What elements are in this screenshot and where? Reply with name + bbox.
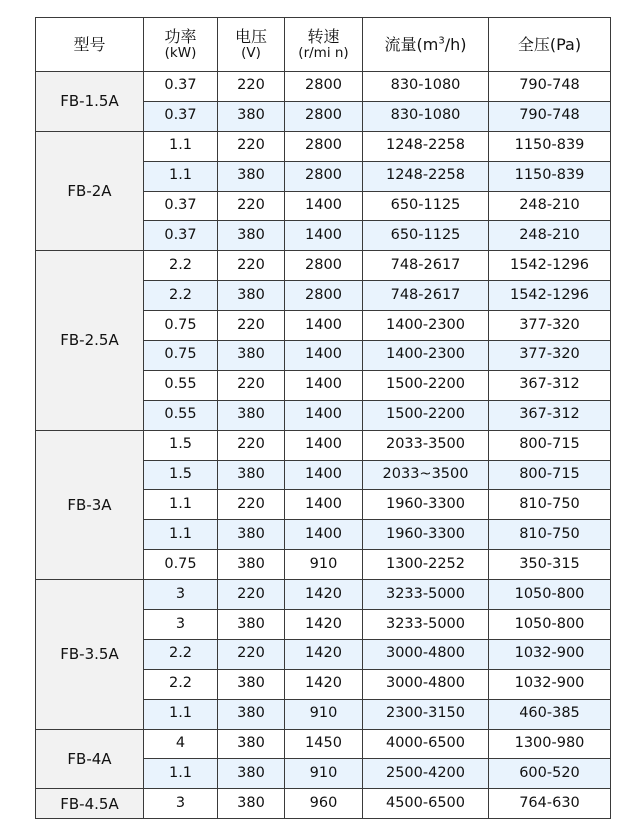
header-power-label: 功率 (164, 27, 197, 47)
flow-cell: 2033-3500 (363, 430, 489, 460)
power-cell: 2.2 (144, 669, 218, 699)
speed-cell: 1400 (285, 311, 363, 341)
speed-cell: 1400 (285, 221, 363, 251)
power-cell: 1.5 (144, 430, 218, 460)
table-header (36, 18, 611, 72)
speed-cell: 1400 (285, 341, 363, 371)
pressure-cell: 248-210 (489, 221, 611, 251)
flow-cell: 1960-3300 (363, 520, 489, 550)
flow-cell: 830-1080 (363, 101, 489, 131)
speed-cell: 1450 (285, 729, 363, 759)
voltage-cell: 220 (218, 191, 285, 221)
flow-cell: 650-1125 (363, 221, 489, 251)
power-cell: 0.37 (144, 101, 218, 131)
speed-cell: 1420 (285, 639, 363, 669)
power-cell: 0.37 (144, 221, 218, 251)
pressure-cell: 248-210 (489, 191, 611, 221)
speed-cell: 2800 (285, 101, 363, 131)
voltage-cell: 380 (218, 669, 285, 699)
fan-spec-table (35, 17, 611, 819)
table-body (36, 72, 611, 819)
flow-cell: 4000-6500 (363, 729, 489, 759)
header-model: 型号 (36, 18, 144, 72)
header-voltage-label: 电压 (234, 27, 267, 47)
power-cell: 4 (144, 729, 218, 759)
voltage-cell: 220 (218, 580, 285, 610)
voltage-cell: 380 (218, 759, 285, 789)
flow-cell: 830-1080 (363, 72, 489, 102)
header-flow (363, 18, 489, 72)
flow-cell: 1500-2200 (363, 400, 489, 430)
power-cell: 3 (144, 789, 218, 819)
pressure-cell: 1542-1296 (489, 251, 611, 281)
model-cell: FB-3A (36, 430, 144, 579)
pressure-cell: 1300-980 (489, 729, 611, 759)
pressure-cell: 800-715 (489, 460, 611, 490)
speed-cell: 1420 (285, 580, 363, 610)
power-cell: 1.1 (144, 759, 218, 789)
power-cell: 3 (144, 610, 218, 640)
flow-cell: 1248-2258 (363, 131, 489, 161)
pressure-cell: 810-750 (489, 520, 611, 550)
header-flow-prefix: 流量(m (384, 34, 439, 54)
pressure-cell: 1542-1296 (489, 281, 611, 311)
pressure-cell: 810-750 (489, 490, 611, 520)
flow-cell: 1248-2258 (363, 161, 489, 191)
pressure-cell: 350-315 (489, 550, 611, 580)
speed-cell: 1400 (285, 520, 363, 550)
power-cell: 1.1 (144, 699, 218, 729)
power-cell: 2.2 (144, 251, 218, 281)
header-pressure: 全压(Pa) (489, 18, 611, 72)
voltage-cell: 220 (218, 370, 285, 400)
voltage-cell: 380 (218, 341, 285, 371)
voltage-cell: 220 (218, 639, 285, 669)
header-voltage (218, 18, 285, 72)
table-row (36, 580, 611, 610)
speed-cell: 1400 (285, 191, 363, 221)
power-cell: 2.2 (144, 639, 218, 669)
pressure-cell: 377-320 (489, 311, 611, 341)
flow-cell: 2500-4200 (363, 759, 489, 789)
voltage-cell: 380 (218, 221, 285, 251)
speed-cell: 1400 (285, 430, 363, 460)
pressure-cell: 377-320 (489, 341, 611, 371)
flow-cell: 2300-3150 (363, 699, 489, 729)
voltage-cell: 380 (218, 729, 285, 759)
flow-cell: 1960-3300 (363, 490, 489, 520)
voltage-cell: 220 (218, 251, 285, 281)
speed-cell: 910 (285, 759, 363, 789)
voltage-cell: 380 (218, 610, 285, 640)
power-cell: 3 (144, 580, 218, 610)
flow-cell: 3000-4800 (363, 669, 489, 699)
pressure-cell: 460-385 (489, 699, 611, 729)
voltage-cell: 380 (218, 281, 285, 311)
power-cell: 1.1 (144, 161, 218, 191)
power-cell: 0.37 (144, 191, 218, 221)
header-power-unit: (kW) (164, 44, 197, 61)
model-cell: FB-3.5A (36, 580, 144, 729)
speed-cell: 1420 (285, 669, 363, 699)
power-cell: 1.1 (144, 131, 218, 161)
speed-cell: 1400 (285, 460, 363, 490)
power-cell: 2.2 (144, 281, 218, 311)
table-row (36, 789, 611, 819)
pressure-cell: 1150-839 (489, 131, 611, 161)
header-row (36, 18, 611, 72)
power-cell: 1.1 (144, 520, 218, 550)
pressure-cell: 1050-800 (489, 610, 611, 640)
voltage-cell: 380 (218, 400, 285, 430)
flow-cell: 748-2617 (363, 251, 489, 281)
flow-cell: 650-1125 (363, 191, 489, 221)
voltage-cell: 380 (218, 101, 285, 131)
voltage-cell: 220 (218, 430, 285, 460)
voltage-cell: 380 (218, 460, 285, 490)
speed-cell: 910 (285, 699, 363, 729)
power-cell: 0.75 (144, 311, 218, 341)
speed-cell: 2800 (285, 281, 363, 311)
speed-cell: 1400 (285, 490, 363, 520)
speed-cell: 2800 (285, 131, 363, 161)
model-cell: FB-2.5A (36, 251, 144, 430)
pressure-cell: 1032-900 (489, 639, 611, 669)
table-row (36, 251, 611, 281)
header-flow-suffix: /h) (444, 34, 467, 54)
pressure-cell: 800-715 (489, 430, 611, 460)
flow-cell: 1500-2200 (363, 370, 489, 400)
flow-cell: 1400-2300 (363, 311, 489, 341)
speed-cell: 1400 (285, 370, 363, 400)
voltage-cell: 220 (218, 490, 285, 520)
power-cell: 0.55 (144, 370, 218, 400)
pressure-cell: 1150-839 (489, 161, 611, 191)
flow-cell: 1400-2300 (363, 341, 489, 371)
table-row (36, 430, 611, 460)
voltage-cell: 220 (218, 131, 285, 161)
power-cell: 0.75 (144, 341, 218, 371)
pressure-cell: 367-312 (489, 400, 611, 430)
header-power (144, 18, 218, 72)
flow-cell: 3000-4800 (363, 639, 489, 669)
power-cell: 0.55 (144, 400, 218, 430)
model-cell: FB-2A (36, 131, 144, 251)
flow-cell: 4500-6500 (363, 789, 489, 819)
header-speed-unit: (r/mi n) (298, 44, 349, 61)
power-cell: 1.5 (144, 460, 218, 490)
flow-cell: 748-2617 (363, 281, 489, 311)
voltage-cell: 380 (218, 161, 285, 191)
speed-cell: 2800 (285, 72, 363, 102)
flow-cell: 1300-2252 (363, 550, 489, 580)
flow-cell: 3233-5000 (363, 610, 489, 640)
model-cell: FB-1.5A (36, 72, 144, 132)
speed-cell: 960 (285, 789, 363, 819)
pressure-cell: 600-520 (489, 759, 611, 789)
pressure-cell: 790-748 (489, 101, 611, 131)
power-cell: 1.1 (144, 490, 218, 520)
speed-cell: 1420 (285, 610, 363, 640)
power-cell: 0.75 (144, 550, 218, 580)
model-cell: FB-4.5A (36, 789, 144, 819)
flow-cell: 3233-5000 (363, 580, 489, 610)
speed-cell: 2800 (285, 161, 363, 191)
voltage-cell: 380 (218, 520, 285, 550)
table-row (36, 729, 611, 759)
header-voltage-unit: (V) (241, 44, 261, 61)
voltage-cell: 220 (218, 72, 285, 102)
pressure-cell: 367-312 (489, 370, 611, 400)
model-cell: FB-4A (36, 729, 144, 789)
voltage-cell: 380 (218, 789, 285, 819)
power-cell: 0.37 (144, 72, 218, 102)
speed-cell: 2800 (285, 251, 363, 281)
pressure-cell: 1032-900 (489, 669, 611, 699)
flow-cell: 2033~3500 (363, 460, 489, 490)
header-speed-label: 转速 (307, 27, 340, 47)
table-row (36, 131, 611, 161)
header-speed (285, 18, 363, 72)
pressure-cell: 764-630 (489, 789, 611, 819)
speed-cell: 1400 (285, 400, 363, 430)
header-flow-sup: 3 (438, 35, 445, 47)
voltage-cell: 220 (218, 311, 285, 341)
speed-cell: 910 (285, 550, 363, 580)
pressure-cell: 1050-800 (489, 580, 611, 610)
voltage-cell: 380 (218, 699, 285, 729)
table-row (36, 72, 611, 102)
pressure-cell: 790-748 (489, 72, 611, 102)
voltage-cell: 380 (218, 550, 285, 580)
